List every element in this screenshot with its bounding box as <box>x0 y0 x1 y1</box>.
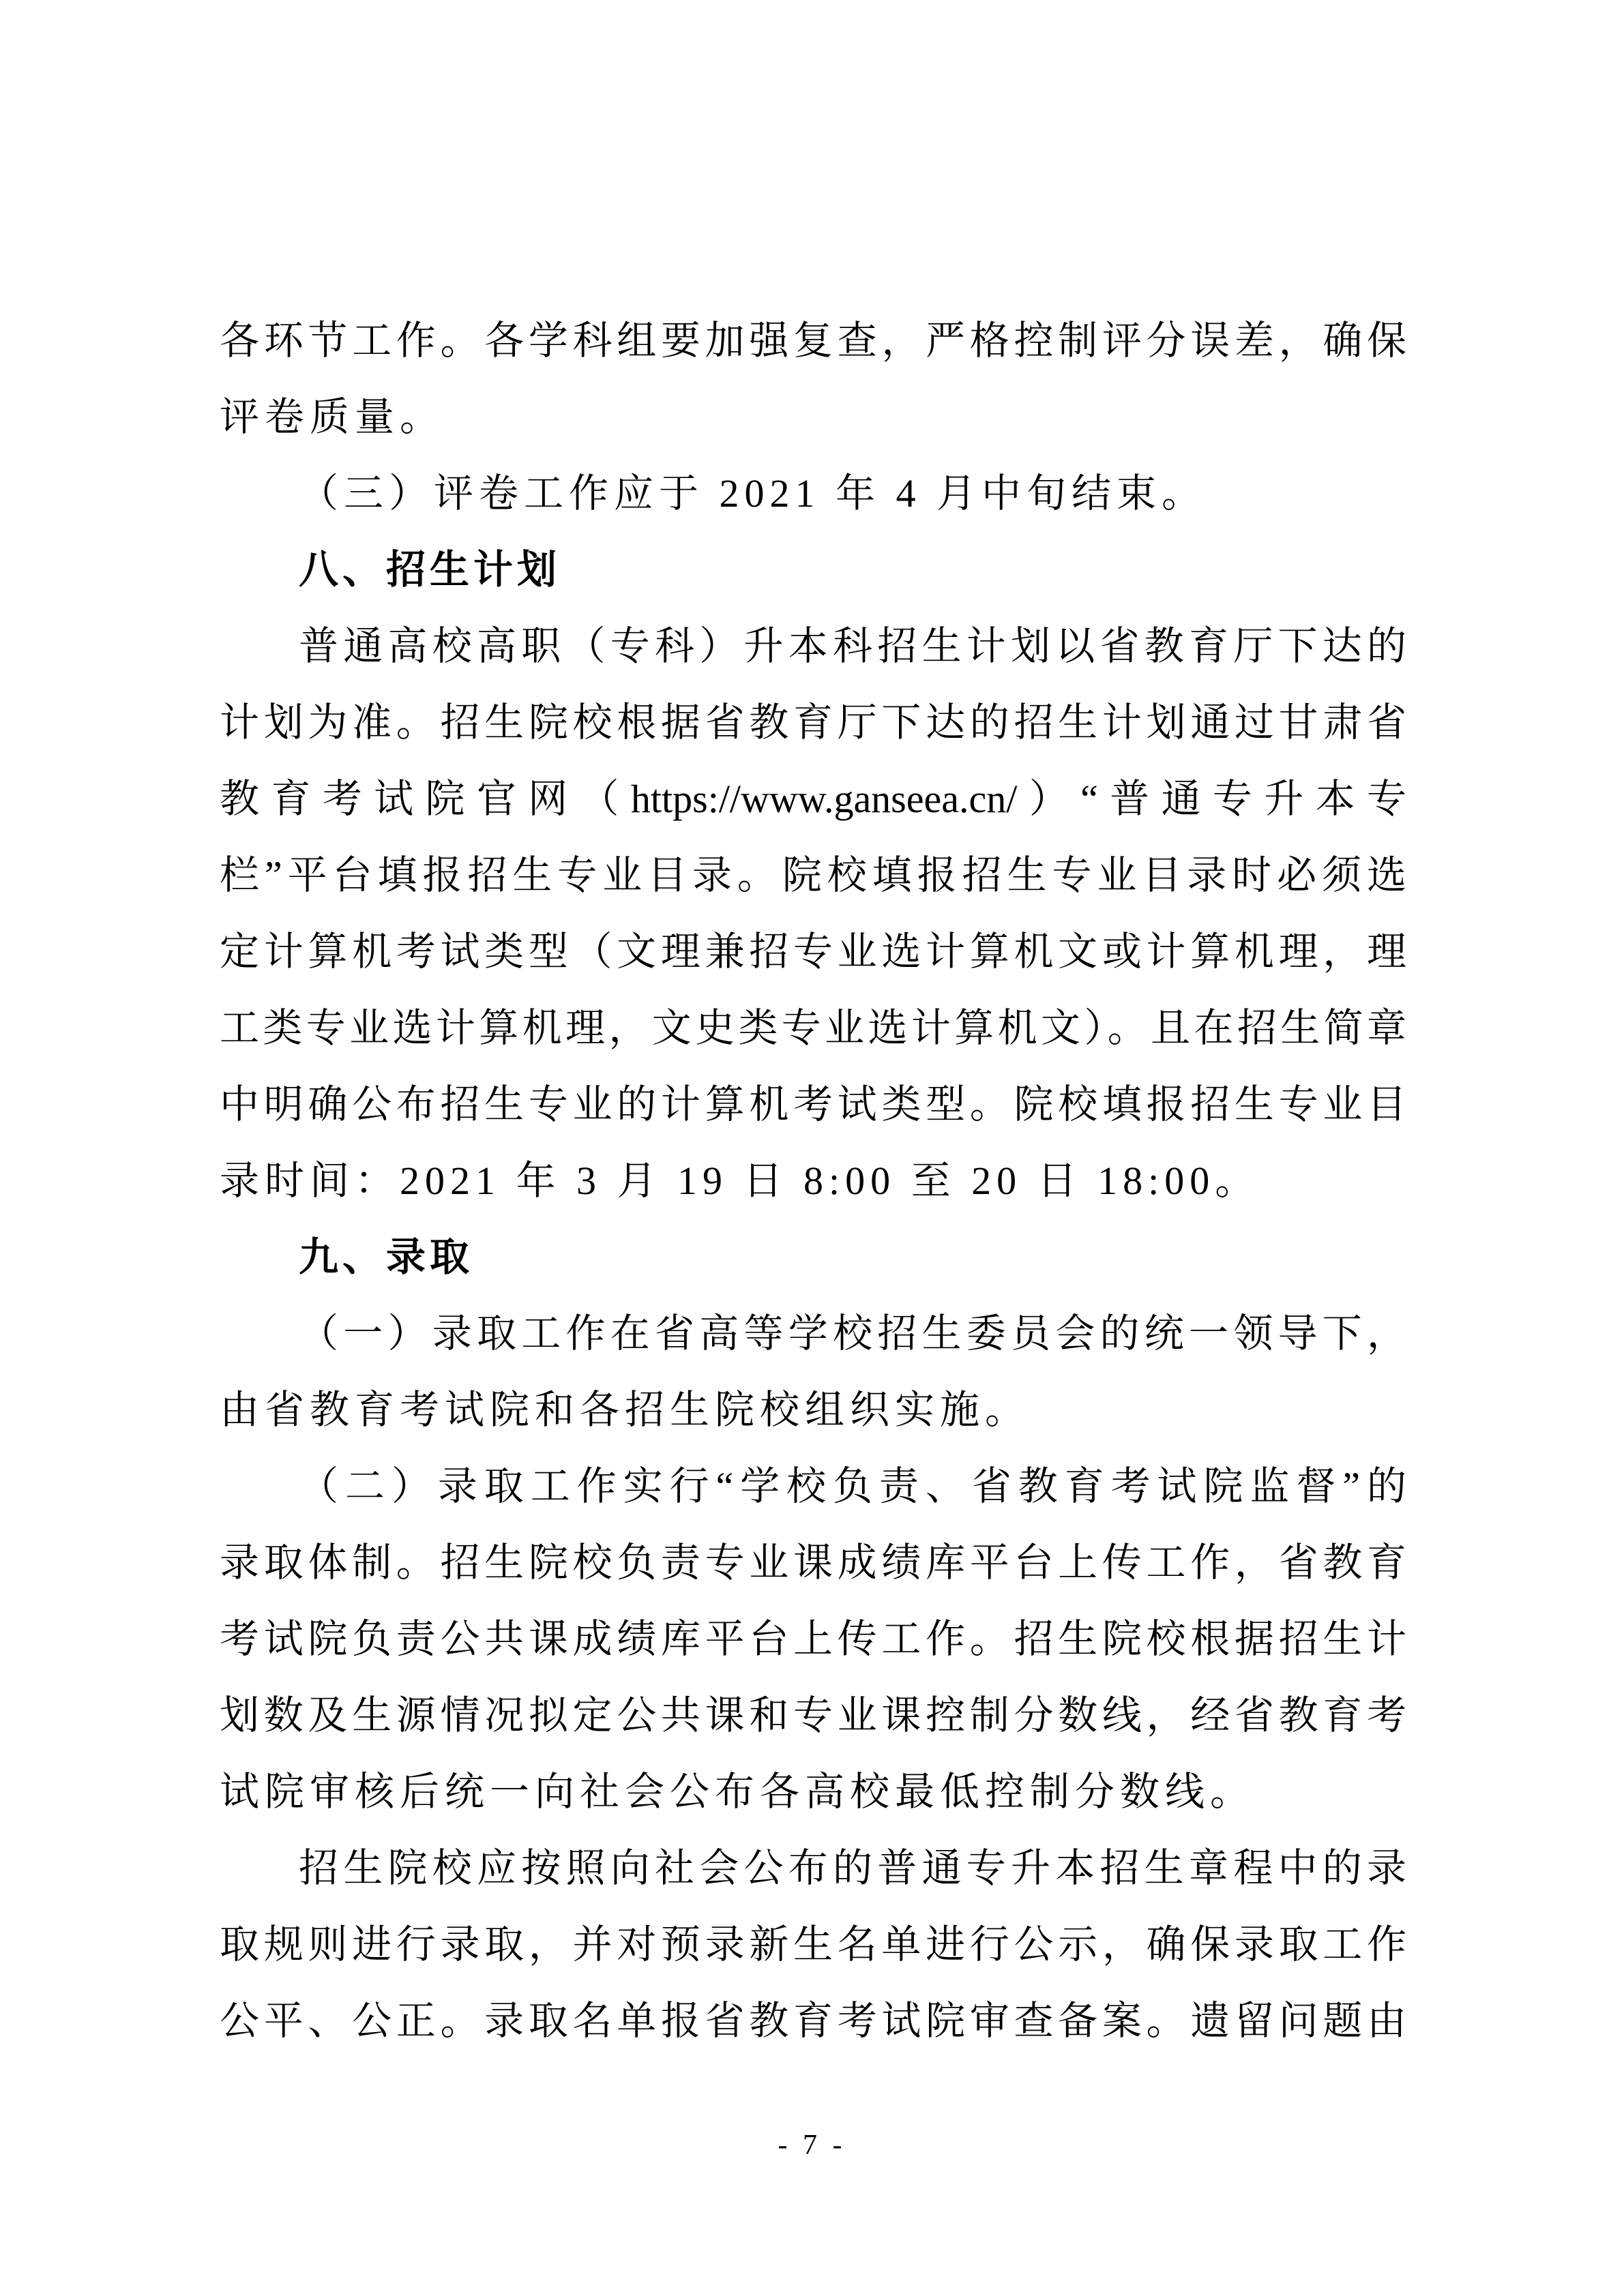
body-line-18: 考试院负责公共课成绩库平台上传工作。招生院校根据招生计 <box>220 1617 1406 1661</box>
body-line-17: 录取体制。招生院校负责专业课成绩库平台上传工作，省教育 <box>220 1540 1406 1585</box>
body-line-6: 计划为准。招生院校根据省教育厅下达的招生计划通过甘肃省 <box>220 700 1406 745</box>
body-line-12: 录时间：2021 年 3 月 19 日 8:00 至 20 日 18:00。 <box>220 1159 1260 1203</box>
section-heading-enrollment-plan: 八、招生计划 <box>299 548 561 592</box>
body-line-8: 栏”平台填报招生专业目录。院校填报招生专业目录时必须选 <box>220 853 1406 897</box>
body-line-14: （一）录取工作在省高等学校招生委员会的统一领导下， <box>299 1311 1406 1356</box>
body-line-1: 各环节工作。各学科组要加强复查，严格控制评分误差，确保 <box>220 318 1406 363</box>
body-line-16: （二）录取工作实行“学校负责、省教育考试院监督”的 <box>299 1464 1406 1508</box>
page-number: - 7 - <box>778 2130 846 2161</box>
body-line-7: 教育考试院官网（https://www.ganseea.cn/）“普通专升本专 <box>220 777 1406 821</box>
body-line-20: 试院审核后统一向社会公布各高校最低控制分数线。 <box>220 1770 1256 1814</box>
body-line-9: 定计算机考试类型（文理兼招专业选计算机文或计算机理，理 <box>220 929 1406 974</box>
body-line-10: 工类专业选计算机理，文史类专业选计算机文）。且在招生简章 <box>220 1006 1406 1050</box>
body-line-2: 评卷质量。 <box>220 395 445 439</box>
body-line-23: 公平、公正。录取名单报省教育考试院审查备案。遗留问题由 <box>220 1999 1406 2043</box>
section-heading-admission: 九、录取 <box>299 1235 474 1279</box>
body-line-11: 中明确公布招生专业的计算机考试类型。院校填报招生专业目 <box>220 1082 1406 1127</box>
body-line-5: 普通高校高职（专科）升本科招生计划以省教育厅下达的 <box>299 624 1406 668</box>
document-body <box>220 303 1406 2059</box>
body-line-19: 划数及生源情况拟定公共课和专业课控制分数线，经省教育考 <box>220 1693 1406 1738</box>
body-line-15: 由省教育考试院和各招生院校组织实施。 <box>220 1388 1031 1432</box>
body-line-21: 招生院校应按照向社会公布的普通专升本招生章程中的录 <box>299 1846 1406 1890</box>
body-line-3: （三）评卷工作应于 2021 年 4 月中旬结束。 <box>299 471 1207 516</box>
body-line-22: 取规则进行录取，并对预录新生名单进行公示，确保录取工作 <box>220 1922 1406 1967</box>
